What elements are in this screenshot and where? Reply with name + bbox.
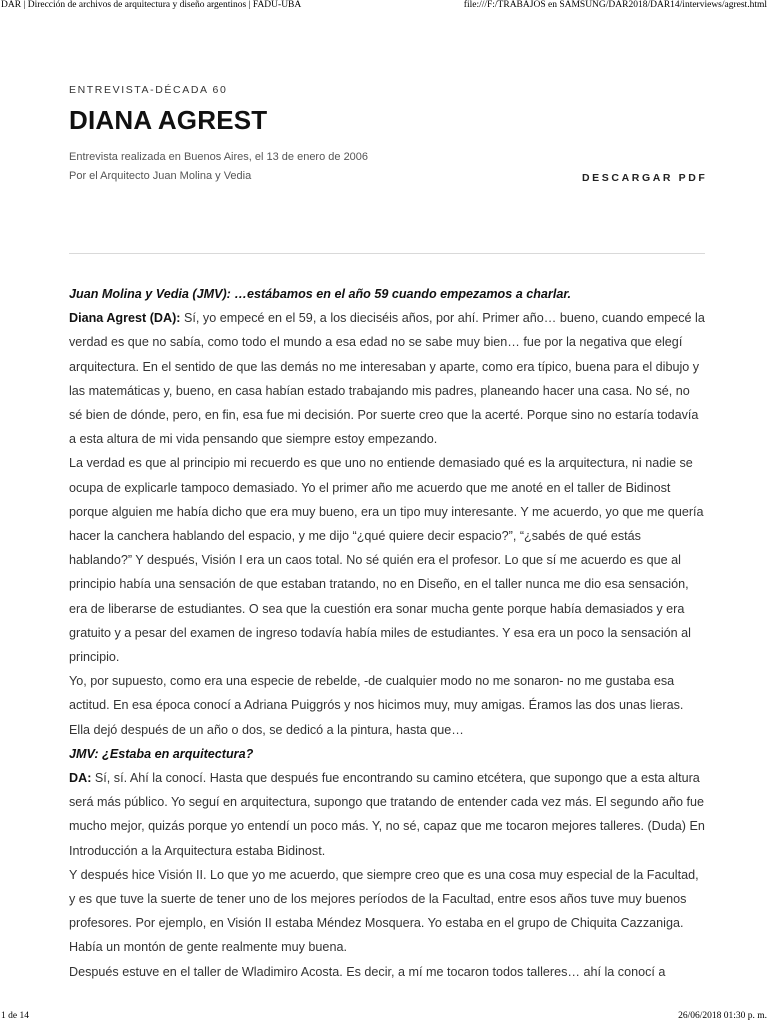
body-paragraph: Yo, por supuesto, como era una especie de rebelde, -de cualquier modo no me sonaron- no me gustaba esa actitud. En esa época conocí a Adriana Puiggrós y nos hicimos muy, muy amigas. Éramos las dos unas lieras. Ella dejó después de un año o dos, se dedicó a la pintura, hasta que…	[69, 674, 684, 737]
answer-text: Sí, sí. Ahí la conocí. Hasta que después fue encontrando su camino etcétera, que supongo que a esta altura será más público. Yo seguí en arquitectura, supongo que tratando de entender cada vez más. El segundo año fue mucho mejor, quizás porque yo entendí un poco más. Y, no sé, capaz que me tocaron mejores talleres. (Duda) En Introducción a la Arquitectura estaba Bidinost.	[69, 771, 705, 858]
interviewer-line: Por el Arquitecto Juan Molina y Vedia	[69, 170, 252, 182]
print-header	[0, 0, 768, 14]
download-pdf-link[interactable]: DESCARGAR PDF	[582, 172, 708, 184]
answer-paragraph	[69, 306, 705, 451]
question-text: JMV: ¿Estaba en arquitectura?	[69, 746, 254, 761]
header-divider	[69, 253, 705, 254]
interview-body	[69, 282, 705, 984]
section-kicker: ENTREVISTA-DÉCADA 60	[69, 84, 228, 96]
print-footer	[0, 1011, 768, 1025]
interview-date-line: Entrevista realizada en Buenos Aires, el 13 de enero de 2006	[69, 151, 369, 163]
print-header-file-path: file:///F:/TRABAJOS en SAMSUNG/DAR2018/DAR14/interviews/agrest.html	[463, 0, 767, 10]
body-paragraph: Y después hice Visión II. Lo que yo me acuerdo, que siempre creo que es una cosa muy especial de la Facultad, y es que tuve la suerte de tener uno de los mejores períodos de la Facultad, entre esos años tuve muy buenos profesores. Por ejemplo, en Visión II estaba Méndez Mosquera. Yo estaba en el grupo de Chiquita Cazzaniga. Había un montón de gente realmente muy buena.	[69, 867, 699, 955]
speaker-label: Diana Agrest (DA):	[69, 311, 181, 326]
print-timestamp: 26/06/2018 01:30 p. m.	[678, 1011, 767, 1021]
page-counter: 1 de 14	[1, 1011, 29, 1021]
question-paragraph	[69, 742, 705, 766]
body-paragraph: Después estuve en el taller de Wladimiro Acosta. Es decir, a mí me tocaron todos talleres… ahí la conocí a	[69, 964, 666, 979]
print-header-site-title: DAR | Dirección de archivos de arquitectura y diseño argentinos | FADU-UBA	[1, 0, 302, 10]
speaker-label: DA:	[69, 771, 92, 786]
answer-paragraph	[69, 766, 705, 863]
body-paragraph: La verdad es que al principio mi recuerdo es que uno no entiende demasiado qué es la arquitectura, ni nadie se ocupa de explicarle tampoco demasiado. Yo el primer año me acuerdo que me anoté en el taller de Bidinost porque alguien me había dicho que era muy bueno, era un tipo muy interesante. Y me acuerdo, yo que me quería hacer la canchera hablando del espacio, y me dijo “¿qué quiere decir espacio?”, “¿sabés de qué estás hablando?” Y después, Visión I era un caos total. No sé quién era el profesor. Lo que sí me acuerdo es que al principio había una sensación de que estaban tratando, no en Diseño, en el taller nunca me dio esa sensación, era de liberarse de estudiantes. O sea que la cuestión era sonar mucha gente porque había demasiados y era gratuito y a pesar del examen de ingreso todavía había miles de estudiantes. Y esa era un poco la sensación al principio.	[69, 456, 704, 665]
page-title: DIANA AGREST	[69, 105, 268, 135]
answer-text: Sí, yo empecé en el 59, a los dieciséis años, por ahí. Primer año… bueno, cuando empecé la verdad es que no sabía, como todo el mundo a esa edad no se sabe muy bien… fue por la negativa que elegí arquitectura. En el sentido de que las demás no me interesaban y aparte, como era típico, buena para el dibujo y las matemáticas y, bueno, en casa habían estado trabajando mis padres, planeando hacer una casa. No sé, no sé bien de dónde, pero, en fin, esa fue mi decisión. Por suerte creo que la acerté. Porque sino no estaría todavía a esta altura de mi vida pensando que siempre estoy empezando.	[69, 311, 705, 447]
question-paragraph	[69, 282, 705, 306]
question-text: Juan Molina y Vedia (JMV): …estábamos en el año 59 cuando empezamos a charlar.	[69, 287, 572, 301]
